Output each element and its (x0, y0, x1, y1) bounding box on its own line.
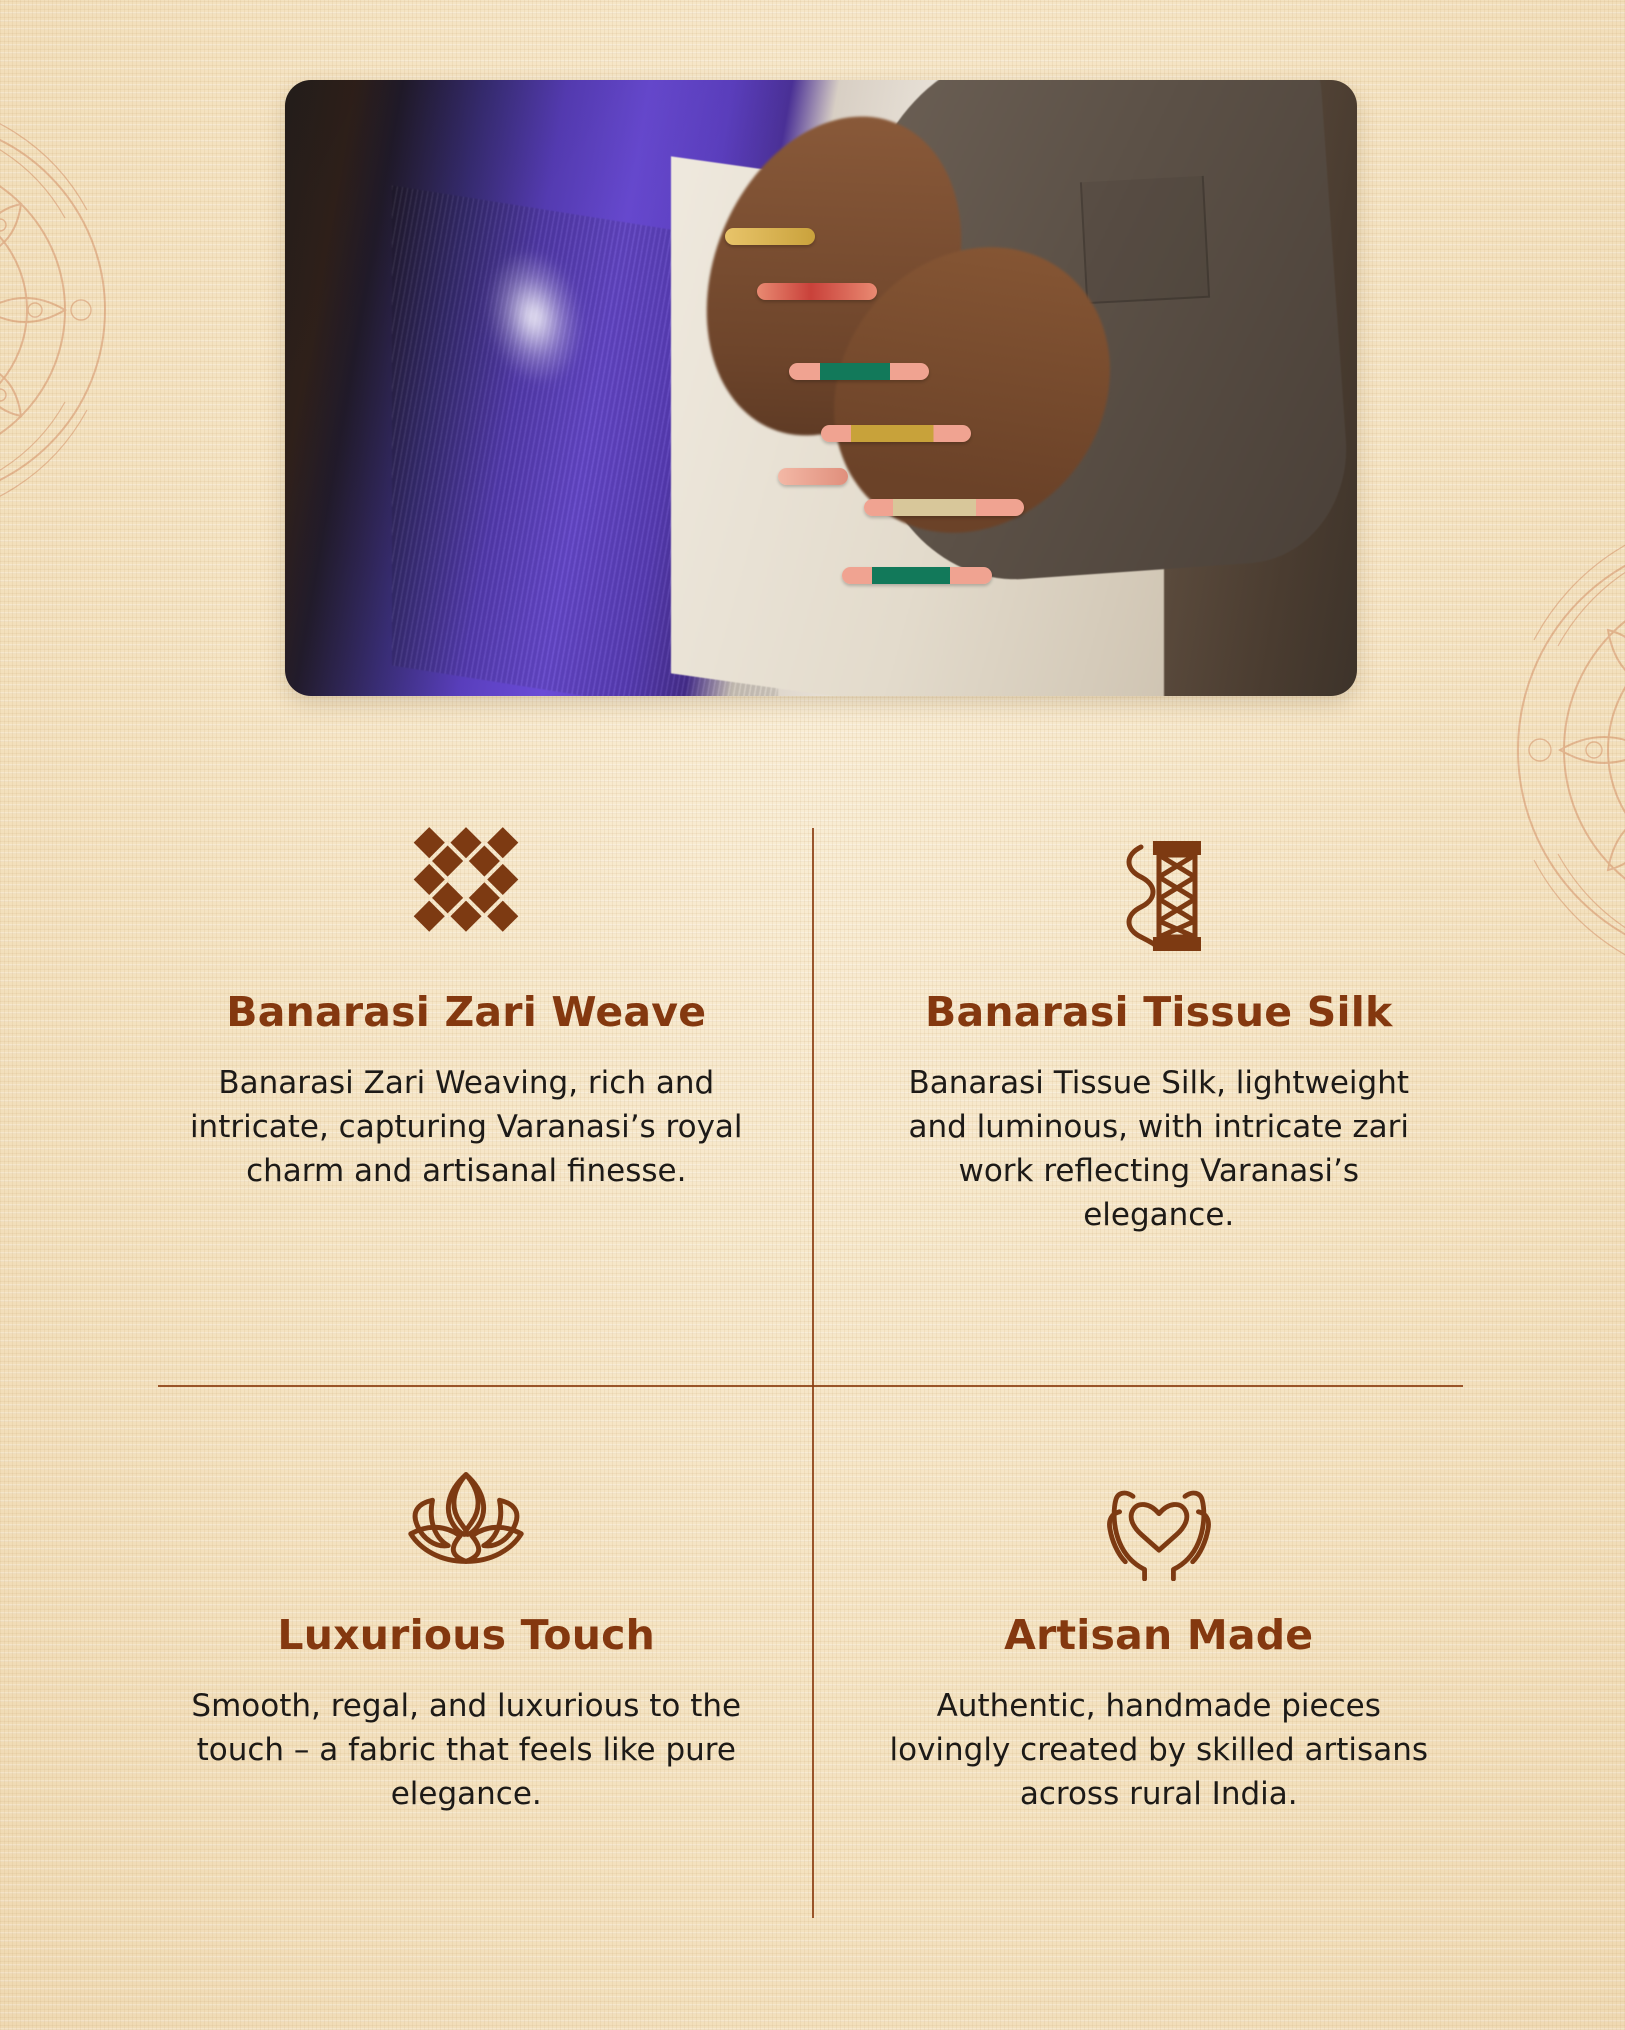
hero-spool (778, 468, 848, 485)
hero-spool (757, 283, 877, 300)
feature-title: Artisan Made (1004, 1611, 1314, 1659)
hero-image-artwork (285, 80, 1357, 696)
thread-spool-icon (1085, 820, 1233, 970)
feature-description: Banarasi Zari Weaving, rich and intricate, capturing Varanasi’s royal charm and artisanal finesse. (189, 1065, 743, 1190)
hero-spool (789, 363, 929, 380)
hands-heart-icon (1085, 1443, 1233, 1593)
lotus-icon (392, 1443, 540, 1593)
feature-description: Banarasi Tissue Silk, lightweight and luminous, with intricate zari work reflecting Varanasi’s elegance. (908, 1065, 1410, 1234)
feature-card-banarasi-zari-weave (120, 810, 813, 1365)
hero-image (285, 80, 1357, 696)
hero-spool (821, 425, 971, 442)
feature-card-luxurious-touch (120, 1365, 813, 1920)
hero-spool (842, 567, 992, 584)
feature-title: Banarasi Zari Weave (226, 988, 707, 1036)
feature-description: Authentic, handmade pieces lovingly created by skilled artisans across rural India. (889, 1688, 1428, 1813)
feature-description: Smooth, regal, and luxurious to the touch – a fabric that feels like pure elegance. (191, 1688, 742, 1813)
hero-spool (864, 499, 1024, 516)
hero-spool (725, 228, 815, 245)
feature-title: Luxurious Touch (277, 1611, 656, 1659)
grid-divider-horizontal (158, 1385, 1463, 1387)
grid-divider-vertical (812, 828, 814, 1918)
feature-card-banarasi-tissue-silk (813, 810, 1506, 1365)
woven-knot-icon (392, 820, 540, 970)
feature-card-artisan-made (813, 1365, 1506, 1920)
feature-title: Banarasi Tissue Silk (925, 988, 1393, 1036)
hero-shirt-pocket (1080, 175, 1210, 303)
